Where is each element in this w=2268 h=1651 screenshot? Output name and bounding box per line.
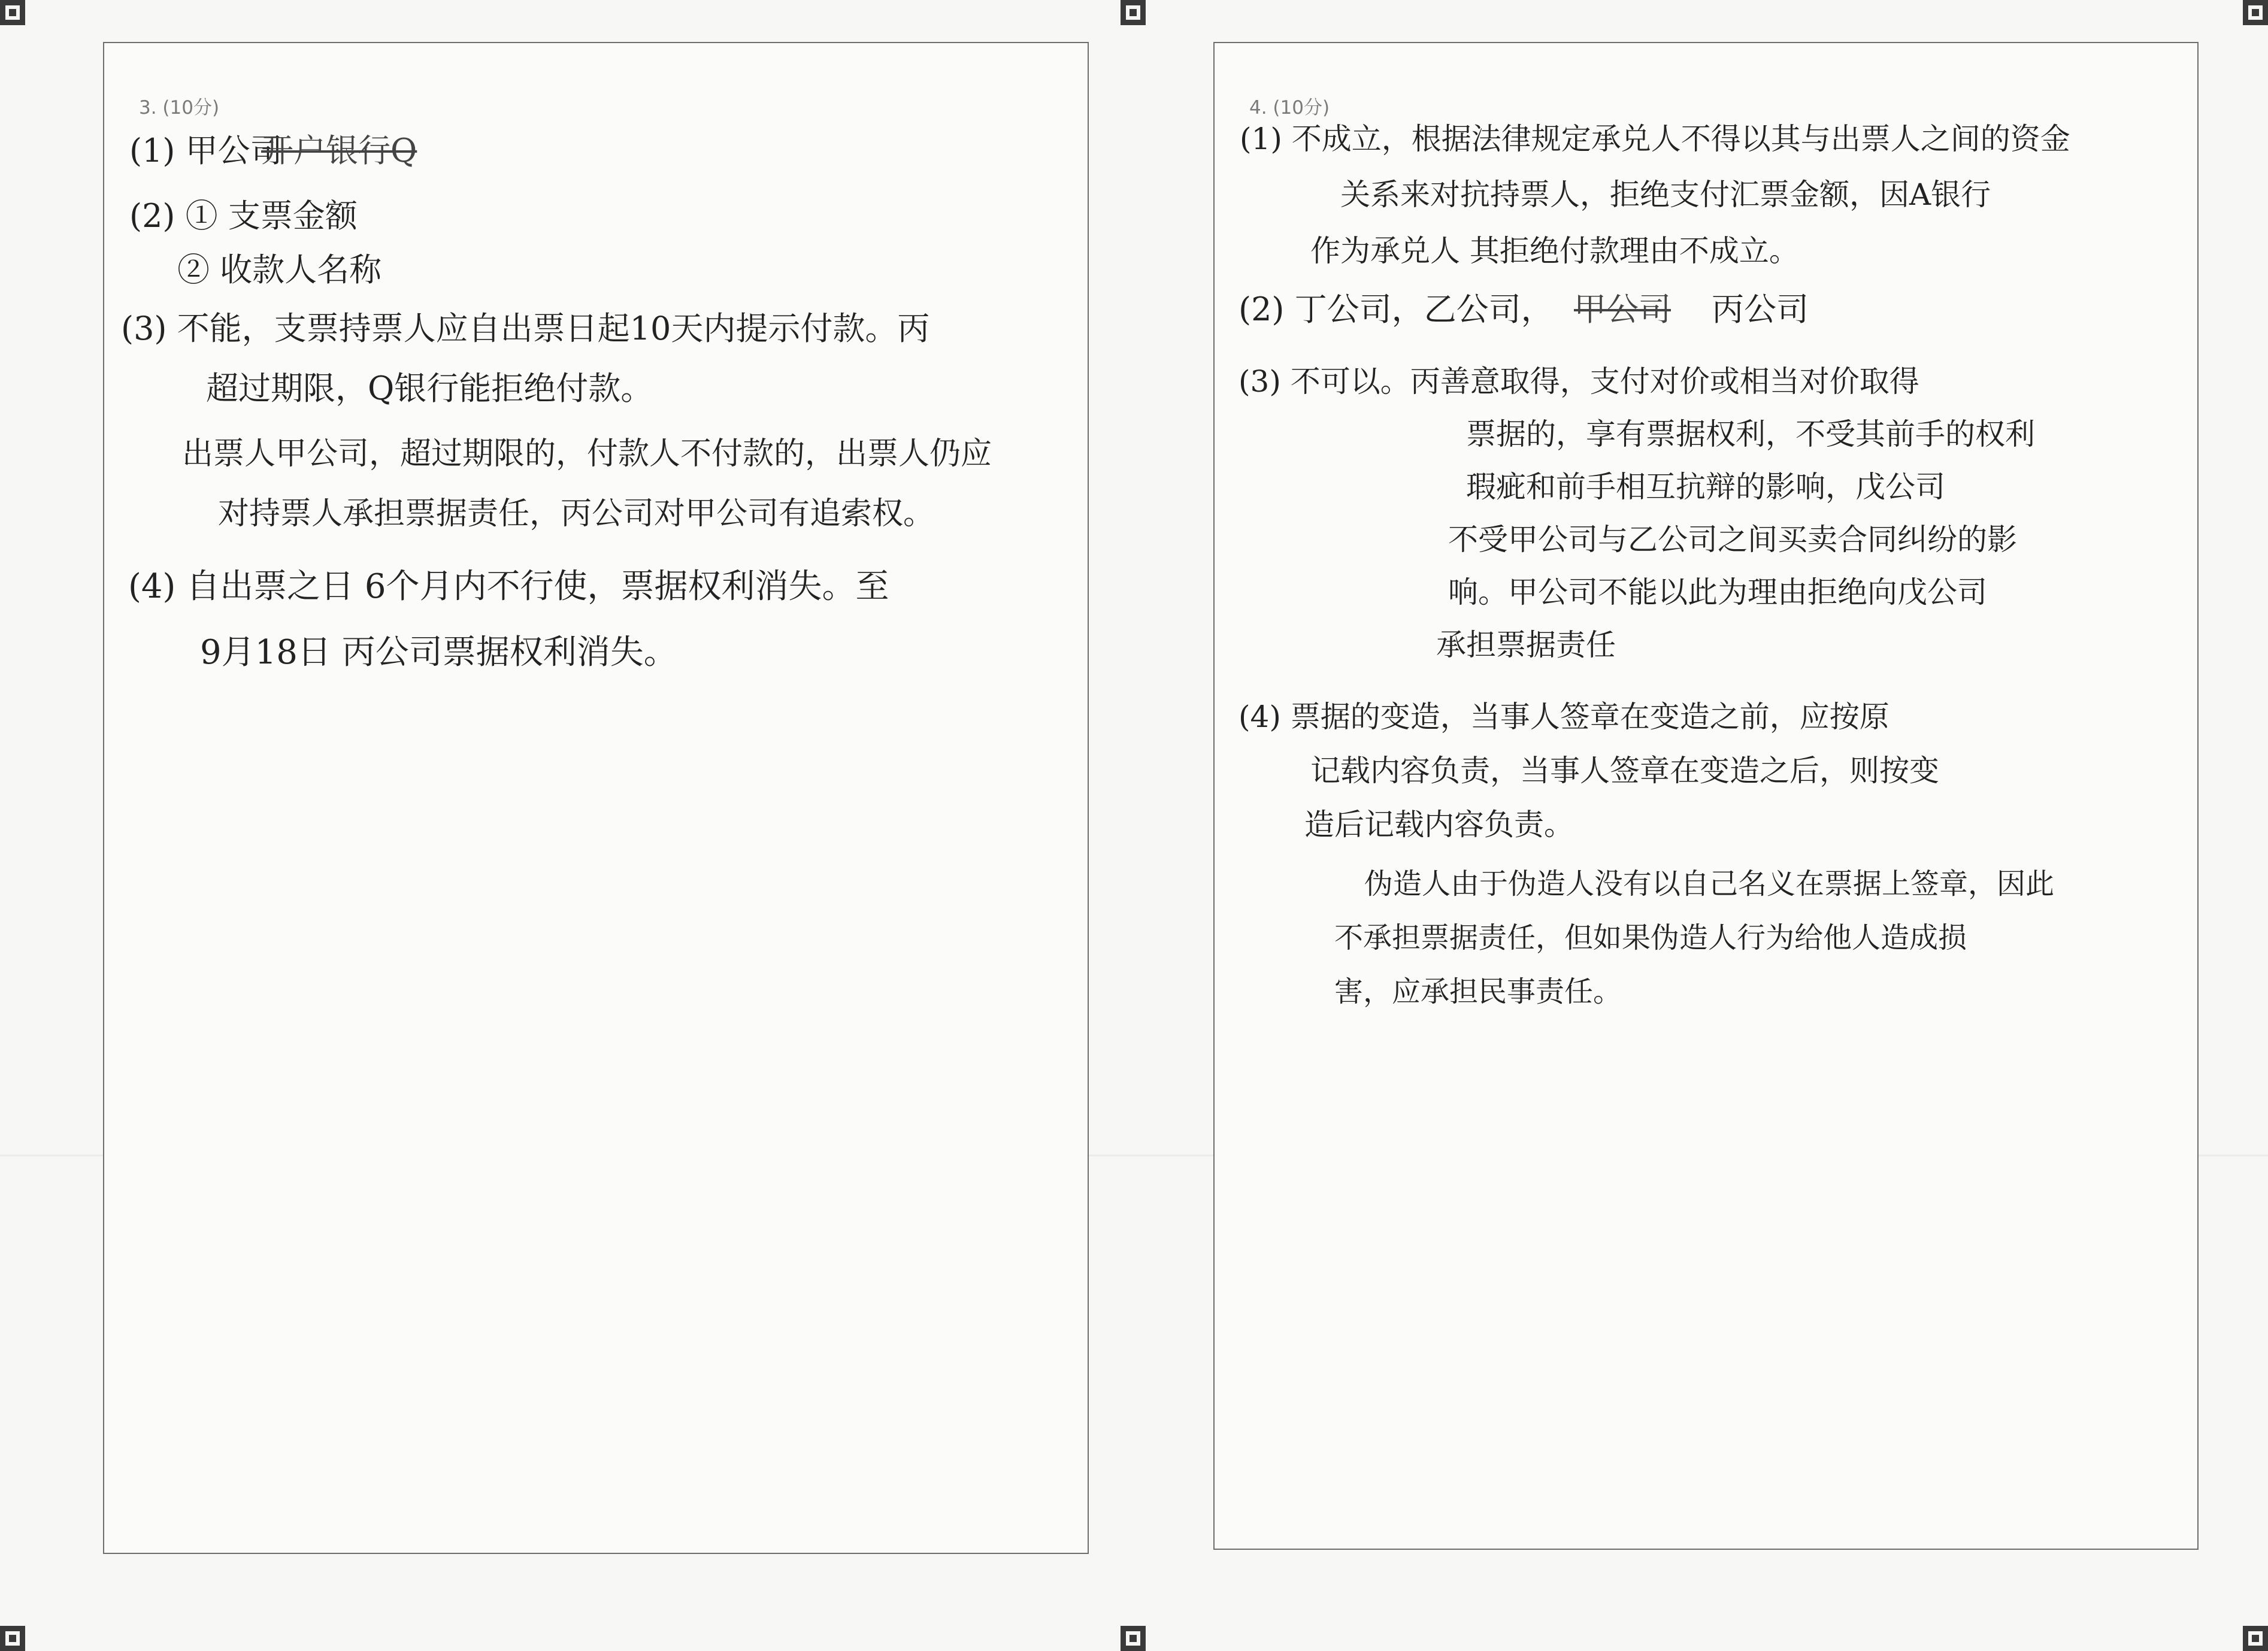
corner-registration-marker [2243, 0, 2268, 25]
handwritten-answer-line: 不受甲公司与乙公司之间买卖合同纠纷的影 [1448, 522, 2017, 557]
handwritten-answer-line: (4) 票据的变造，当事人签章在变造之前，应按原 [1239, 699, 1890, 734]
handwritten-answer-line: (1) 甲公司 [129, 132, 283, 169]
corner-registration-marker [0, 1626, 25, 1651]
handwritten-answer-line: 瑕疵和前手相互抗辩的影响，戊公司 [1466, 469, 1945, 504]
corner-registration-marker [1121, 0, 1146, 25]
handwritten-answer-line: 对持票人承担票据责任，丙公司对甲公司有追索权。 [218, 496, 935, 532]
handwritten-answer-line: 丙公司 [1712, 290, 1809, 328]
handwritten-answer-line: 害，应承担民事责任。 [1334, 975, 1622, 1008]
handwritten-answer-line: (4) 自出票之日 6个月内不行使，票据权利消失。至 [128, 567, 889, 606]
answer-box-question-4 [1213, 42, 2199, 1550]
handwritten-answer-line: (3) 不能，支票持票人应自出票日起10天内提示付款。丙 [121, 310, 930, 347]
handwritten-answer-line: 超过期限，Q银行能拒绝付款。 [206, 369, 653, 407]
question-number-label: 4. (10分) [1249, 97, 1330, 119]
handwritten-answer-line: 出票人甲公司，超过期限的，付款人不付款的，出票人仍应 [182, 436, 992, 472]
corner-registration-marker [1121, 1626, 1146, 1651]
handwritten-answer-line: 伪造人由于伪造人没有以自己名义在票据上签章，因此 [1364, 867, 2055, 901]
handwritten-answer-line: ② 收款人名称 [177, 251, 382, 289]
handwritten-answer-line: 记载内容负责，当事人签章在变造之后，则按变 [1310, 753, 1939, 788]
corner-registration-marker [2243, 1626, 2268, 1651]
crossed-out-text: 开户银行Q [261, 132, 417, 169]
answer-box-question-3 [103, 42, 1089, 1554]
crossed-out-text: 甲公司 [1574, 290, 1671, 328]
handwritten-answer-line: (2) ① 支票金额 [129, 197, 358, 235]
handwritten-answer-line: (3) 不可以。丙善意取得，支付对价或相当对价取得 [1239, 364, 1919, 399]
handwritten-answer-line: 票据的，享有票据权利，不受其前手的权利 [1466, 417, 2035, 452]
corner-registration-marker [0, 0, 25, 25]
handwritten-answer-line: 作为承兑人 其拒绝付款理由不成立。 [1310, 234, 1799, 268]
handwritten-answer-line: (1) 不成立，根据法律规定承兑人不得以其与出票人之间的资金 [1240, 122, 2070, 156]
handwritten-answer-line: 不承担票据责任，但如果伪造人行为给他人造成损 [1334, 921, 1967, 955]
handwritten-answer-line: 响。甲公司不能以此为理由拒绝向戊公司 [1448, 575, 1987, 610]
handwritten-answer-line: 关系来对抗持票人，拒绝支付汇票金额，因A银行 [1340, 177, 1991, 212]
handwritten-answer-line: 9月18日 丙公司票据权利消失。 [200, 633, 677, 672]
handwritten-answer-line: 造后记载内容负责。 [1304, 807, 1574, 842]
handwritten-answer-line: (2) 丁公司，乙公司， [1239, 290, 1554, 328]
question-number-label: 3. (10分) [139, 97, 220, 119]
handwritten-answer-line: 承担票据责任 [1436, 628, 1616, 662]
